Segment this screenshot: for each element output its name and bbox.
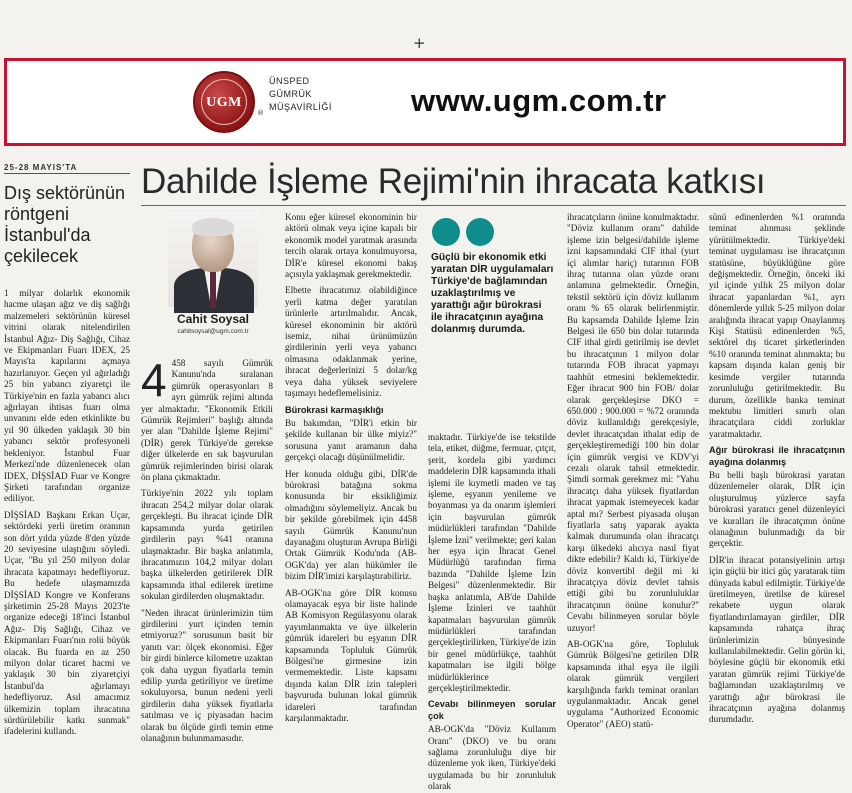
quote-mark-icon: [432, 218, 502, 248]
article-headline: Dahilde İşleme Rejimi'nin ihracata katkısı: [141, 162, 766, 201]
side-date: 25-28 MAYIS'TA: [4, 163, 78, 172]
subheading: Ağır bürokrasi ile ihracatçının ayağına dolanmış: [709, 445, 845, 467]
article-paragraph: AB-OGK'na göre, Topluluk Gümrük Bölgesi'ne getirilen DİR kapsamında ithal eşya ile ilgili olarak gümrük vergileri karşılığında farklı teminat oranları uygulanmaktadır. Ancak genel uygulama "Authorized Economic Operator" (AEO) statü-: [567, 639, 699, 729]
divider: [141, 205, 846, 206]
lead-paragraph: 458 sayılı Gümrük Kanunu'nda sıralanan gümrük operasyonları 8 ayrı gümrük rejimi altında yer almaktadır. "Ekonomik Etkili Gümrük Rejimleri" başlığı altında yer alan "Dahilde İşleme Rejimi" (DİR) gerek Türkiye'de gerekse diğer ülkelerde en sık başvurulan gümrük rejimlerinden birisi olarak ön plana çıkmaktadır.: [141, 358, 273, 483]
article-paragraph: AB-OGK'na göre DİR konusu olamayacak eşya bir liste halinde AB Komisyon Regülasyonu olarak yayımlanmakta ve üye ülkelerin gümrük idareleri bu eşyanın DİR kapsamında Topluluk Gümrük Bölgesi'ne girmesine izin vermemektedir. Liste kapsamı dışında kalan DİR izin talepleri başvuruda bulunan lokal gümrük idareleri tarafından karşılanmaktadır.: [285, 587, 417, 724]
article-paragraph: Türkiye'nin 2022 yılı toplam ihracatı 254,2 milyar dolar olarak gerçekleşti. Bu ihracat içinde DİR kapsamında yurda getirilen girdilerin payı %41 oranına ulaşmaktadır. Bir başka anlatımla, ihracatımızın 104,2 milyar doları başka ülkelerden getirilerek DİR kapsamında ithal edilerek üretime sokulan girdilerden oluşmaktadır.: [141, 488, 273, 602]
subheading: Bürokrasi karmaşıklığı: [285, 404, 384, 415]
article-column-2: [285, 212, 417, 760]
subheading: Cevabı bilinmeyen sorular çok: [428, 699, 556, 721]
article-paragraph: ihracatçıların önüne konulmaktadır. "Döviz kullanım oranı" dahilde işleme izin belgesi/dahilde işleme izni kapsamındaki CIF ithal (yurt içi alımlar hariç) tutarının FOB ihraç tutarına olan yüzde oranı anlamına gelmektedir. Örneğin, tekstil sektörü için döviz kullanım oranı % 65 olarak belirlenmiştir. Bu kapsamda Dahilde İşleme İzin Belgesi ile 650 bin dolar tutarında CIF ithal girdi getirilmiş ise devlet bu ihracatçının 1 milyon dolar tutarında FOB ihracat yapmayı taahhüt etmesini beklemektedir. Eğer ihracat 900 bin FOB/ dolar olarak gerçekleşirse DKO = 650.000 : 900.000 = %72 oranında döviz kullanıldığı gerekçesiyle, devlet ihracatçıdan ithalat edip de gerçekleştiremediği 100 bin dolar için gümrük vergisi ve KDV'yi cezalı olarak tahsil etmektedir. Şimdi sormak gerekmez mi: "Yahu ihracatçı daha yüksek fiyatlardan ihracat yapmak istemeyecek kadar aptal mı? Serbest piyasada oluşan fiyatlarla satış yaparak ayakta kalmak durumunda olan ihracatçı karşı ülkedeki alıcıya nasıl fiyat dikte edebilir? Kaldı ki, Türkiye'de döviz konvertibl değil mi ki ihracatçıya döviz devlet tahsis ettiği gibi bu zorunluluklar ihracatçının önüne konulur?" Cevabı bilinmeyen sorular böyle uzuyor!: [567, 212, 699, 633]
brand-line: GÜMRÜK: [269, 89, 312, 99]
pull-quote: Güçlü bir ekonomik etki yaratan DİR uygulamaları Türkiye'de bağlamından uzaklaştırılmış ve yarattığı ağır bürokrasi ile ihracatçının ayağına dolanmış durumda.: [431, 252, 554, 335]
ad-banner[interactable]: [4, 58, 846, 146]
article-column-3: [428, 432, 556, 792]
side-paragraph: DİŞSİAD Başkanı Erkan Uçar, sektördeki yerli üretim oranının son dört yılda yüzde 8'den yüzde 20 seviyesine ulaştığını söyledi. Uçar, "Bu yıl 250 milyon dolar ihracata kapatmayı hedefliyoruz. Bu hedefe ulaşmamızda DİŞSİAD Kongre ve Konferans şirketimin 25-28 Mayıs 2023'te organize edeceği 18'inci İstanbul Ağız- Diş Sağlığı, Cihaz ve Ekipmanları Fuarı'nın rolü büyük olacak. Bu fuarda en az 250 milyon dolar ticaret hacmi ve yaklaşık 30 bin ziyaretçiyi İstanbul'da ağırlamayı hedefliyoruz. Asıl amacımız ülkemizin toplam ihracatına sürdürülebilir katkı sunmak" ifadelerini kullandı.: [4, 509, 130, 737]
article-paragraph: maktadır. Türkiye'de ise tekstilde tela, etiket, düğme, fermuar, çıtçıt, şerit, kordela gibi yardımcı maddelerin DİR kapsamında ithali işlemi ile kıymetli maden ve taş işleme, eşyanın yenileme ve boyanması ya da onarım işlemleri için başvurulan gümrük müdürlükleri tarafından "Dahilde İşleme İzni" verilmekte; geri kalan her eşya için İhracat Genel Müdürlüğü tarafından firma bazında "Dahilde İşleme İzin Belgesi" düzenlenmektedir. Bir başka anlatımla, AB'de Dahilde İşleme İzinleri ve taahhüt kapatmaları başvurulan gümrük müdürlükleri tarafından gerçekleştirilirken, Türkiye'de izin bir genel müdürlükçe, taahhüt kapatmaları ise ilgili bölge müdürlüklerince gerçekleştirilmektedir.: [428, 432, 556, 693]
brand-name: [269, 75, 332, 114]
article-paragraph: Bu bakımdan, "DİR'i etkin bir şekilde kullanan bir ülke miyiz?" sorusuna yanıt aramanın daha gerçekçi olacağı düşünülmelidir.: [285, 417, 417, 463]
brand-line: MÜŞAVİRLİĞİ: [269, 102, 332, 112]
registered-mark: ®: [257, 109, 264, 117]
side-paragraph: 1 milyar dolarlık ekonomik hacme ulaşan ağız ve diş sağlığı malzemeleri sektörünün küresel vitrini olarak nitelendirilen İstanbul Ağız- Diş Sağlığı, Cihaz ve Ekipmanları Fuarı IDEX, 25 Mayıs'ta kapılarını açmaya hazırlanıyor. Geçen yıl ağırladığı 25 bin yabancı ziyaretçi ile Türkiye'nin en fazla yabancı alıcı ağırlayan ihtisas fuarı olma unvanını elde eden etkinlikte bu yıl 90 ülkeden yaklaşık 30 bin yabancı sektör profesyoneli bekleniyor. İstanbul Fuar Merkezi'nde düzenlenecek olan IDEX, DİŞSİAD Fuar ve Kongre Şirketi tarafından organize ediliyor.: [4, 288, 130, 504]
author-email: cahitsoysal@ugm.com.tr: [177, 328, 249, 335]
article-column-5: [709, 212, 845, 760]
divider: [4, 173, 130, 174]
article-paragraph: Bu belli başlı bürokrasi yaratan düzenlemeler olarak, DİR için oluşturulmuş yüzlerce sayfa bürokrasi yaratıcı genel düzenleyici ve kuralları ile ihracatçının önüne olanağının bulunmadığı da bir gerçektir.: [709, 469, 845, 549]
ugm-seal-logo: [193, 71, 255, 133]
article-paragraph: DİR'in ihracat potansiyelinin artışı için güçlü bir itici güç yaratarak tüm dünyada kabul edilmiştir. Türkiye'de üretilmeyen, üretilse de küresel rekabete uygun olarak fiyatlandırılamayan girdiler, DİR kapsamında rahatça ihraç ürünlerimizin bünyesinde kullanılabilmektedir. Gelin görün ki, böylesine güçlü bir ekonomik etki yaratan gümrük rejimi Türkiye'de bağlamından uzaklaştırılmış ve yarattığı ağır bürokrasi ile ihracatçının ayağına dolanmış durumdadır.: [709, 554, 845, 725]
article-paragraph: Elbette ihracatımız olabildiğince yerli katma değer yaratılan ürünlerle artırılmalıdır. Ancak, küresel ekonominin bir aktörü isemiz, nihai ürünümüzün girdilerinin yerli veya yabancı olmasına odaklanmak yerine, ihracat değerlerinizi 5 dolar/kg veya daha yüksek seviyelere taşımayı hedeflemelisiniz.: [285, 285, 417, 399]
brand-line: ÜNSPED: [269, 76, 310, 86]
article-paragraph: sünü edinenlerden %1 oranında teminat alınması şeklinde yürütülmektedir. Türkiye'deki teminat uygulaması ise ihracatçının statüsüne, büyüklüğüne göre değişmektedir. Örneğin, önceki iki yıl içinde yıllık 25 milyon dolar ihracat yapanlardan %1, ayrı dönemlerde yıllık 5-25 milyon dolar aralığında ihracat yapıp Onaylanmış Kişi Statüsü edinenlerden %5, sektörel dış ticaret şirketlerinden %10 oranında teminat alınmakta; bu kapsam dışında kalan geniş bir kesimde vergiler tutarında zorunluluğu getirilmektedir. Bu durum, özellikle banka teminat mektubu limitleri sınırlı olan ihracatçılara ciddi zorluklar yaratmaktadır.: [709, 212, 845, 439]
side-title: Dış sektörünün röntgeni İstanbul'da çekilecek: [4, 183, 126, 266]
banner-url-link[interactable]: www.ugm.com.tr: [411, 83, 667, 118]
author-name: Cahit Soysal: [176, 312, 250, 326]
dropcap: 4: [141, 354, 167, 406]
article-paragraph: Konu eğer küresel ekonominin bir aktörü olmak veya içine kapalı bir ekonomik model yaratmak arasında tercih olarak ortaya konulmuyorsa, DİR'e küresel ekonomi bakış açısıyla yaklaşmak gerekmektedir.: [285, 212, 417, 280]
article-column-1: [141, 354, 273, 760]
seal-text: UGM: [206, 95, 242, 110]
article-column-4: [567, 212, 699, 760]
side-column: [4, 288, 130, 760]
article-paragraph: "Neden ihracat ürünlerimizin tüm girdilerini yurt içinden temin etmiyoruz?" sorusunun basit bir yanıtı var: ölçek ekonomisi. Eğer bir girdi binlerce kilometre uzaktan çok daha uygun fiyatlarla temin edilip yurda getiriliyor ve üretime sokuluyorsa, bunun nedeni yerli girdilerin daha yüksek fiyatlarla satılması ve iç piyasadan hacim olarak bu ölçüde girdi temin etme olanağının bulunmamasıdır.: [141, 607, 273, 743]
article-paragraph: AB-OGK'da "Döviz Kullanım Oranı" (DKO) ve bu oranı sağlama zorunluluğu diye bir düzenleme yok iken, Türkiye'deki uygulamada bu bir zorunluluk olarak: [428, 724, 556, 792]
registration-mark: +: [413, 34, 426, 52]
article-paragraph: Her konuda olduğu gibi, DİR'de bürokrasi batağına sokma konusunda bir eksikliğimiz olmadığını söylemeliyiz. Ancak bu bir şekilde görebilmek için 4458 sayılı Gümrük Kanunu'nun dayanağını oluşturan Avrupa Birliği Ortak Gümrük Kodu'nda (AB-OGK'da) yer alan hükümler ile bizim DİR'imizi karşılaştırabiliriz.: [285, 468, 417, 582]
author-photo: [168, 212, 258, 307]
